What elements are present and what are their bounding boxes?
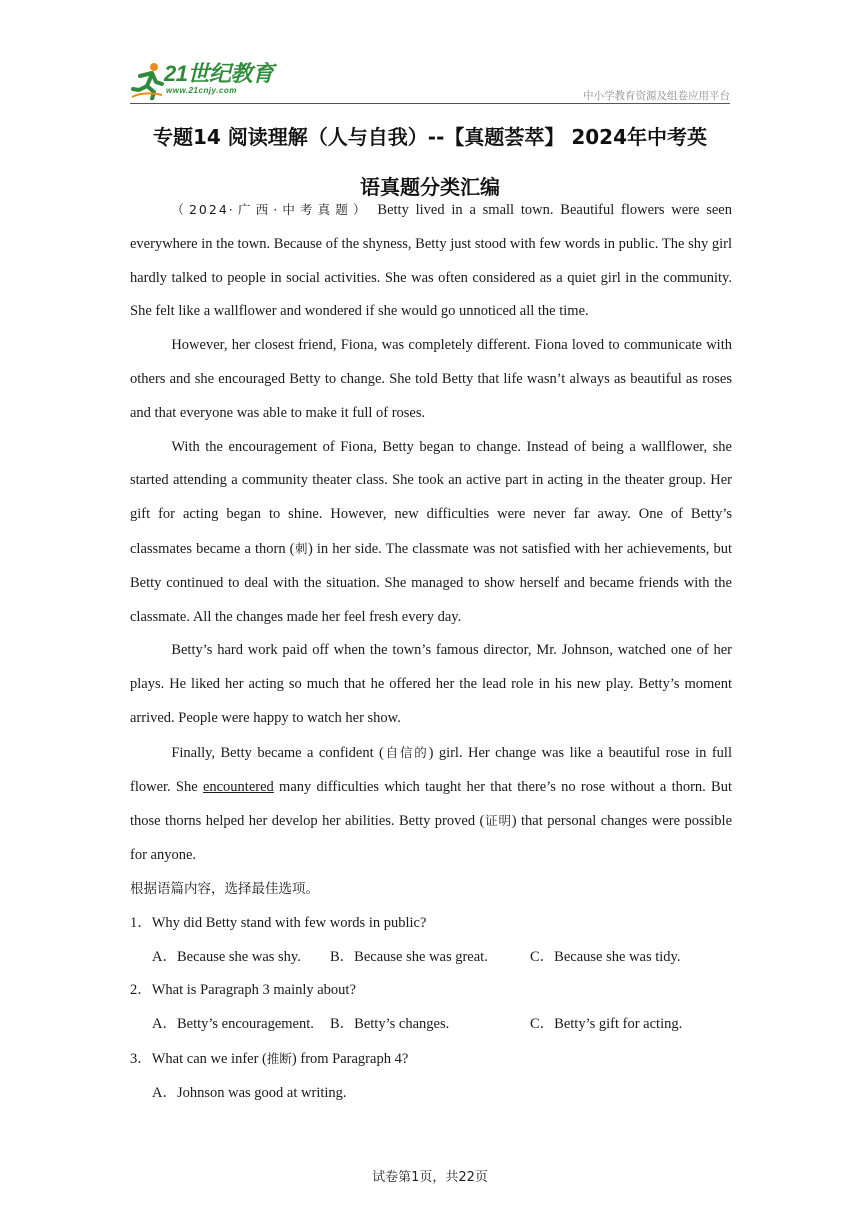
page-footer: 试卷第1页，共22页 bbox=[372, 1170, 488, 1185]
paragraph-4: Betty’s hard work paid off when the town’s famous director, Mr. Johnson, watched one of her plays. He liked her acting so much that he offered her the lead role in his new play. Betty’s moment arrived. People were happy to watch her show. bbox=[130, 642, 732, 726]
paragraph-2: However, her closest friend, Fiona, was completely different. Fiona loved to communicate with others and she encouraged Betty to change. She told Betty that life wasn’t always as beautiful as roses and that everyone was able to make it full of roses. bbox=[130, 337, 732, 421]
gloss-thorn: 刺 bbox=[294, 540, 308, 556]
paragraph-5-text-b: ) girl. Her change was like a beautiful rose in full flower. She bbox=[130, 744, 732, 795]
question-1-option-c[interactable]: C．Because she was tidy. bbox=[530, 948, 681, 965]
gloss-confident: 自信的 bbox=[383, 744, 429, 760]
logo-url: www.21cnjy.com bbox=[166, 86, 237, 95]
header-divider bbox=[130, 103, 730, 104]
paragraph-3 bbox=[130, 431, 732, 635]
gloss-infer: 推断 bbox=[266, 1050, 292, 1066]
logo bbox=[130, 62, 280, 100]
paragraph-5-text-a: Finally, Betty became a confident ( bbox=[171, 744, 384, 761]
question-2-option-b[interactable]: B．Betty’s changes. bbox=[330, 1016, 450, 1033]
title-line-2: 语真题分类汇编 bbox=[360, 175, 500, 199]
running-figure-icon bbox=[130, 62, 164, 100]
paragraph-5-text-c: many difficulties which taught her that there’s no rose without a thorn. But those thorns helped her develop her abilities. Betty proved ( bbox=[130, 778, 733, 830]
question-2-options bbox=[130, 1008, 732, 1042]
question-1: 1．Why did Betty stand with few words in public? bbox=[130, 914, 427, 931]
question-3-text-b: ) from Paragraph 4? bbox=[291, 1050, 409, 1067]
logo-text: 21世纪教育 bbox=[164, 61, 274, 86]
page-header bbox=[130, 60, 730, 104]
reading-passage bbox=[130, 193, 732, 1111]
question-2-option-c[interactable]: C．Betty’s gift for acting. bbox=[530, 1016, 683, 1033]
paragraph-1 bbox=[130, 193, 732, 329]
question-3-text-a: 3．What can we infer ( bbox=[130, 1050, 267, 1067]
underlined-word: encountered bbox=[202, 778, 274, 795]
paragraph-5-text-d: ) that personal changes were possible for anyone. bbox=[130, 813, 733, 864]
question-1-options bbox=[130, 941, 732, 975]
question-1-option-a[interactable]: A．Because she was shy. bbox=[152, 948, 301, 965]
question-3-option-a[interactable]: A．Johnson was good at writing. bbox=[152, 1084, 347, 1101]
question-2-option-a[interactable]: A．Betty’s encouragement. bbox=[152, 1016, 314, 1033]
paragraph-1-text: Betty lived in a small town. Beautiful flowers were seen everywhere in the town. Because of the shyness, Betty just stood with few words in public. The shy girl hardly talked to people in social activities. She was often considered as a quiet girl in the community. She felt like a wallflower and wondered if she would go unnoticed all the time. bbox=[130, 202, 732, 320]
question-1-option-b[interactable]: B．Because she was great. bbox=[330, 948, 488, 965]
gloss-prove: 证明 bbox=[484, 813, 512, 829]
header-tagline: 中小学教育资源及组卷应用平台 bbox=[583, 90, 730, 102]
question-3-options bbox=[130, 1077, 732, 1111]
source-label: （2024·广西·中考真题） bbox=[171, 202, 371, 217]
paragraph-5 bbox=[130, 736, 732, 873]
paragraph-3-text-b: ) in her side. The classmate was not satisfied with her achievements, but Betty continued to deal with the situation. She managed to show herself and became friends with the classmate. All the changes made her feel fresh every day. bbox=[130, 540, 732, 625]
instruction: 根据语篇内容，选择最佳选项。 bbox=[130, 880, 319, 897]
question-3 bbox=[130, 1042, 732, 1077]
question-2: 2．What is Paragraph 3 mainly about? bbox=[130, 982, 356, 999]
title-line-1: 专题14 阅读理解（人与自我）--【真题荟萃】 2024年中考英 bbox=[152, 125, 708, 149]
paragraph-3-text-a: With the encouragement of Fiona, Betty began to change. Instead of being a wallflower, she started attending a community theater class. She took an active part in acting in the theater group. Her gift for acting began to shine. However, new difficulties were never far away. One of Betty’s classmates became a thorn ( bbox=[130, 438, 732, 557]
